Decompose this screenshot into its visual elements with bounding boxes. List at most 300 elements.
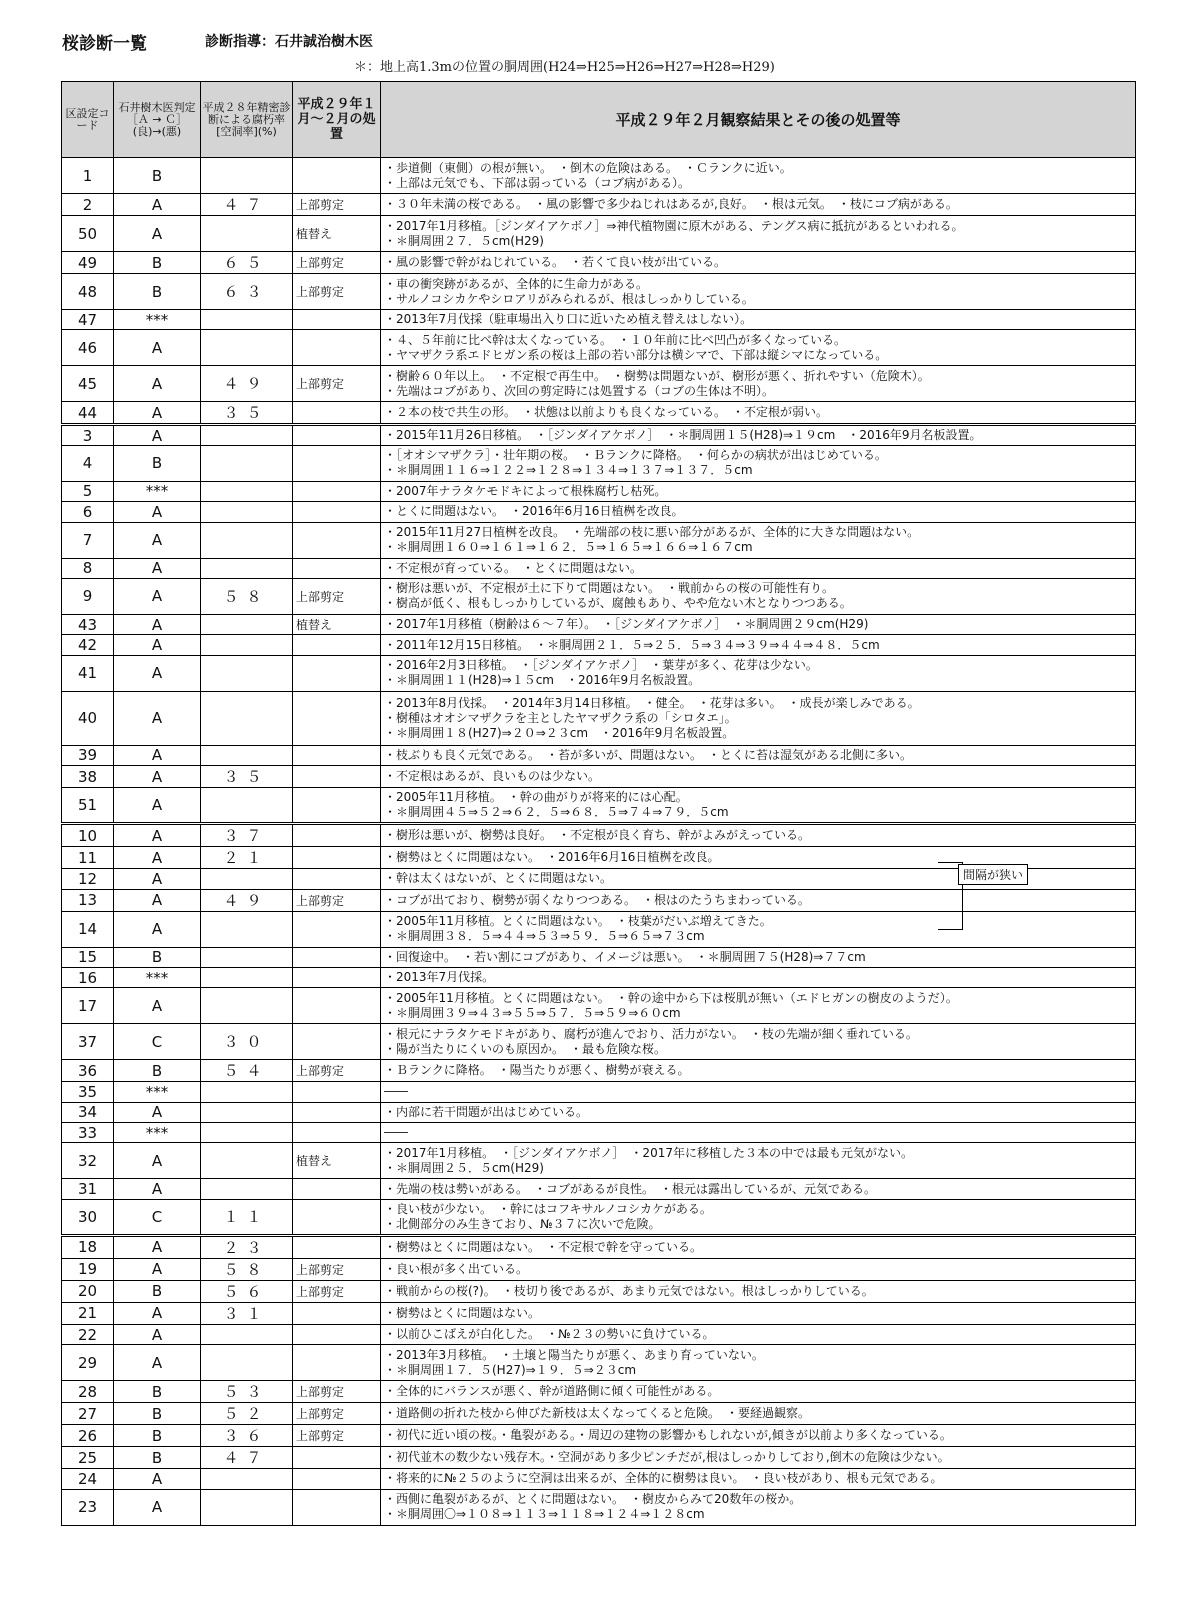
grade-cell: C bbox=[114, 1024, 201, 1060]
notes-cell bbox=[381, 988, 1136, 1024]
code-cell: 38 bbox=[62, 766, 114, 788]
notes-cell bbox=[381, 1345, 1136, 1381]
action-cell bbox=[293, 824, 381, 847]
code-cell: 37 bbox=[62, 1024, 114, 1060]
table-row bbox=[62, 1489, 1136, 1525]
note-line: ・2017年1月移植。［ジンダイアケボノ］⇒神代植物園に原木がある、テングス病に抵抗があるといわれる。 bbox=[384, 218, 964, 233]
table-row bbox=[62, 578, 1136, 614]
code-cell: 41 bbox=[62, 655, 114, 691]
action-cell bbox=[293, 988, 381, 1024]
table-row bbox=[62, 691, 1136, 745]
action-cell: 上部剪定 bbox=[293, 194, 381, 216]
decay-cell: ５６ bbox=[201, 1280, 293, 1302]
grade-cell: *** bbox=[114, 481, 201, 501]
grade-cell: A bbox=[114, 1345, 201, 1381]
code-cell: 8 bbox=[62, 558, 114, 578]
note-line: ・2013年7月伐採。 bbox=[384, 970, 495, 985]
note-line: ・全体的にバランスが悪く、幹が道路側に傾く可能性がある。 bbox=[384, 1384, 720, 1399]
action-cell bbox=[293, 635, 381, 655]
decay-cell bbox=[201, 445, 293, 481]
code-cell: 45 bbox=[62, 366, 114, 402]
note-line: ・不定根が育っている。 ・とくに問題はない。 bbox=[384, 560, 643, 575]
decay-cell bbox=[201, 988, 293, 1024]
decay-cell bbox=[201, 1469, 293, 1489]
code-cell: 23 bbox=[62, 1489, 114, 1525]
decay-cell bbox=[201, 614, 293, 634]
decay-cell bbox=[201, 1324, 293, 1344]
grade-cell: *** bbox=[114, 310, 201, 330]
decay-cell: ５３ bbox=[201, 1381, 293, 1403]
decay-cell bbox=[201, 745, 293, 765]
grade-cell: A bbox=[114, 635, 201, 655]
notes-cell bbox=[381, 766, 1136, 788]
decay-cell bbox=[201, 522, 293, 558]
note-line: ・樹種はオオシマザクラを主としたヤマザクラ系の「シロタエ」。 bbox=[384, 710, 737, 725]
action-cell bbox=[293, 402, 381, 425]
action-cell bbox=[293, 522, 381, 558]
note-line: ・樹勢はとくに問題はない。 ・2016年6月16日植桝を改良。 bbox=[384, 850, 720, 865]
grade-cell: A bbox=[114, 788, 201, 824]
code-cell: 25 bbox=[62, 1447, 114, 1469]
note-line: ・＊胴周囲２７．５cm(H29) bbox=[384, 233, 544, 248]
action-cell: 上部剪定 bbox=[293, 1258, 381, 1280]
note-line: ・2015年11月26日移植。 ・［ジンダイアケボノ］ ・＊胴周囲１５(H28)⇒１９cm ・2016年9月名板設置。 bbox=[384, 428, 982, 443]
grade-cell: A bbox=[114, 869, 201, 889]
decay-cell bbox=[201, 1489, 293, 1525]
note-line: ・2005年11月移植。とくに問題はない。 ・幹の途中から下は桜肌が無い（エドヒガンの樹皮のようだ）。 bbox=[384, 990, 958, 1005]
grade-cell: A bbox=[114, 1235, 201, 1258]
code-cell: 29 bbox=[62, 1345, 114, 1381]
col-notes-header: 平成２９年２月観察結果とその後の処置等 bbox=[381, 82, 1136, 158]
note-line: ・先端の枝は勢いがある。 ・コブがあるが良性。 ・根元は露出しているが、元気である。 bbox=[384, 1181, 877, 1196]
decay-cell bbox=[201, 502, 293, 522]
notes-cell bbox=[381, 1447, 1136, 1469]
table-row bbox=[62, 481, 1136, 501]
note-line: ・2013年7月伐採（駐車場出入り口に近いため植え替えはしない）。 bbox=[384, 312, 753, 327]
col-grade-header: 石井樹木医判定［Ａ → Ｃ］(良)→(悪) bbox=[114, 82, 201, 158]
grade-cell: A bbox=[114, 1302, 201, 1324]
grade-cell: A bbox=[114, 745, 201, 765]
grade-cell: C bbox=[114, 1199, 201, 1235]
note-line: ・コブが出ており、樹勢が弱くなりつつある。 ・根はのたうちまわっている。 bbox=[384, 892, 810, 907]
grade-cell: A bbox=[114, 1489, 201, 1525]
note-line: ・良い枝が少ない。 ・幹にはコフキサルノコシカケがある。 bbox=[384, 1201, 712, 1216]
action-cell bbox=[293, 330, 381, 366]
table-row bbox=[62, 1102, 1136, 1122]
note-line: ・内部に若干問題が出はじめている。 bbox=[384, 1104, 589, 1119]
code-cell: 20 bbox=[62, 1280, 114, 1302]
table-row bbox=[62, 330, 1136, 366]
note-line: ・2017年1月移植（樹齢は６～７年）。 ・［ジンダイアケボノ］ ・＊胴周囲２９cm(H29) bbox=[384, 617, 869, 632]
note-line: ・2005年11月移植。 ・幹の曲がりが将来的には心配。 bbox=[384, 790, 688, 805]
decay-cell bbox=[201, 869, 293, 889]
table-row bbox=[62, 1082, 1136, 1102]
action-cell bbox=[293, 947, 381, 967]
code-cell: 26 bbox=[62, 1425, 114, 1447]
decay-cell bbox=[201, 691, 293, 745]
action-cell: 上部剪定 bbox=[293, 1403, 381, 1425]
note-line: ・以前ひこばえが白化した。 ・№２３の勢いに負けている。 bbox=[384, 1327, 715, 1342]
note-line: ・2013年8月伐採。 ・2014年3月14日移植。 ・健全。 ・花芽は多い。 ・成長が楽しみである。 bbox=[384, 695, 920, 710]
table-row bbox=[62, 310, 1136, 330]
decay-cell bbox=[201, 1082, 293, 1102]
notes-cell bbox=[381, 1123, 1136, 1143]
action-cell bbox=[293, 502, 381, 522]
action-cell: 上部剪定 bbox=[293, 1425, 381, 1447]
decay-cell: ３０ bbox=[201, 1024, 293, 1060]
note-line: ・樹形は悪いが、不定根が土に下りて問題はない。 ・戦前からの桜の可能性有り。 bbox=[384, 581, 835, 596]
decay-cell bbox=[201, 1345, 293, 1381]
notes-cell bbox=[381, 578, 1136, 614]
table-row bbox=[62, 1302, 1136, 1324]
decay-cell bbox=[201, 216, 293, 252]
grade-cell: A bbox=[114, 824, 201, 847]
action-cell bbox=[293, 158, 381, 194]
table-row bbox=[62, 1345, 1136, 1381]
notes-cell bbox=[381, 614, 1136, 634]
action-cell bbox=[293, 911, 381, 947]
code-cell: 33 bbox=[62, 1123, 114, 1143]
action-cell bbox=[293, 745, 381, 765]
table-row bbox=[62, 366, 1136, 402]
notes-cell bbox=[381, 889, 1136, 911]
decay-cell: ３５ bbox=[201, 402, 293, 425]
note-line: ・道路側の折れた枝から伸びた新枝は太くなってくると危険。 ・要経過観察。 bbox=[384, 1406, 811, 1421]
note-line: ・＊胴周囲２５．５cm(H29) bbox=[384, 1160, 544, 1175]
table-row bbox=[62, 522, 1136, 558]
note-line: ・歩道側（東側）の根が無い。 ・倒木の危険はある。 ・Ｃランクに近い。 bbox=[384, 160, 792, 175]
action-cell bbox=[293, 1123, 381, 1143]
table-row bbox=[62, 911, 1136, 947]
note-line: ・樹勢はとくに問題はない。 bbox=[384, 1305, 541, 1320]
decay-cell: ２３ bbox=[201, 1235, 293, 1258]
table-row bbox=[62, 1258, 1136, 1280]
table-row bbox=[62, 274, 1136, 310]
grade-cell: A bbox=[114, 402, 201, 425]
code-cell: 48 bbox=[62, 274, 114, 310]
code-cell: 47 bbox=[62, 310, 114, 330]
action-cell: 上部剪定 bbox=[293, 1280, 381, 1302]
note-line: ・＊胴周囲４５⇒５２⇒６２．５⇒６８．５⇒７４⇒７９．５cm bbox=[384, 805, 729, 820]
grade-cell: A bbox=[114, 216, 201, 252]
decay-cell: ４９ bbox=[201, 889, 293, 911]
table-row bbox=[62, 1425, 1136, 1447]
table-row bbox=[62, 967, 1136, 987]
notes-cell bbox=[381, 655, 1136, 691]
code-cell: 9 bbox=[62, 578, 114, 614]
grade-cell: A bbox=[114, 502, 201, 522]
note-line: ・2011年12月15日移植。 ・＊胴周囲２１．５⇒２５．５⇒３４⇒３９⇒４４⇒４８．５cm bbox=[384, 637, 880, 652]
decay-cell: ３７ bbox=[201, 824, 293, 847]
grade-cell: A bbox=[114, 847, 201, 869]
grade-cell: B bbox=[114, 445, 201, 481]
note-line: ・車の衝突跡があるが、全体的に生命力がある。 bbox=[384, 276, 649, 291]
notes-cell bbox=[381, 1102, 1136, 1122]
note-line: ・2016年2月3日移植。 ・［ジンダイアケボノ］ ・葉芽が多く、花芽は少ない。 bbox=[384, 658, 818, 673]
code-cell: 40 bbox=[62, 691, 114, 745]
grade-cell: A bbox=[114, 655, 201, 691]
notes-cell bbox=[381, 1302, 1136, 1324]
note-line: ・［オオシマザクラ］・壮年期の桜。 ・Ｂランクに降格。 ・何らかの病状が出はじめている。 bbox=[384, 448, 887, 463]
table-row bbox=[62, 158, 1136, 194]
grade-cell: B bbox=[114, 1280, 201, 1302]
code-cell: 4 bbox=[62, 445, 114, 481]
table-row bbox=[62, 824, 1136, 847]
girth-note: ＊：地上高1.3mの位置の胴周囲(H24⇒H25⇒H26⇒H27⇒H28⇒H29) bbox=[354, 60, 775, 75]
note-line: ・＊胴周囲１８(H27)⇒２０⇒２３cm ・2016年9月名板設置。 bbox=[384, 725, 735, 740]
action-cell bbox=[293, 1102, 381, 1122]
decay-cell: ３６ bbox=[201, 1425, 293, 1447]
notes-cell bbox=[381, 216, 1136, 252]
action-cell bbox=[293, 1179, 381, 1199]
action-cell bbox=[293, 1324, 381, 1344]
note-line: ・＊胴周囲１６０⇒１６１⇒１６２．５⇒１６５⇒１６６⇒１６７cm bbox=[384, 540, 753, 555]
grade-cell: B bbox=[114, 1447, 201, 1469]
grade-cell: B bbox=[114, 158, 201, 194]
action-cell bbox=[293, 481, 381, 501]
code-cell: 24 bbox=[62, 1469, 114, 1489]
decay-cell: １１ bbox=[201, 1199, 293, 1235]
note-line: ・2017年1月移植。 ・［ジンダイアケボノ］ ・2017年に移植した３本の中では最も元気がない。 bbox=[384, 1145, 913, 1160]
action-cell bbox=[293, 425, 381, 445]
note-line: ・＊胴周囲１１６⇒１２２⇒１２８⇒１３４⇒１３７⇒１３７．５cm bbox=[384, 463, 753, 478]
table-row bbox=[62, 502, 1136, 522]
note-line: ・幹は太くはないが、とくに問題はない。 bbox=[384, 871, 613, 886]
action-cell bbox=[293, 445, 381, 481]
decay-cell: ３５ bbox=[201, 766, 293, 788]
note-line: ・陽が当たりにくいのも原因か。 ・最も危険な桜。 bbox=[384, 1041, 667, 1056]
grade-cell: B bbox=[114, 1403, 201, 1425]
note-line: ―― bbox=[384, 1125, 408, 1140]
decay-cell bbox=[201, 947, 293, 967]
action-cell bbox=[293, 1447, 381, 1469]
action-cell bbox=[293, 1469, 381, 1489]
note-line: ・枝ぶりも良く元気である。 ・苔が多いが、問題はない。 ・とくに苔は湿気がある北側に多い。 bbox=[384, 747, 913, 762]
decay-cell bbox=[201, 635, 293, 655]
code-cell: 30 bbox=[62, 1199, 114, 1235]
notes-cell bbox=[381, 947, 1136, 967]
action-cell bbox=[293, 1082, 381, 1102]
decay-cell bbox=[201, 330, 293, 366]
table-row bbox=[62, 1060, 1136, 1082]
col-action-header: 平成２９年１月～２月の処置 bbox=[293, 82, 381, 158]
code-cell: 12 bbox=[62, 869, 114, 889]
sakura-table bbox=[61, 81, 1136, 1526]
grade-cell: A bbox=[114, 988, 201, 1024]
note-line: ・サルノコシカケやシロアリがみられるが、根はしっかりしている。 bbox=[384, 291, 754, 306]
note-line: ・初代並木の数少ない残存木。・空洞があり多少ピンチだが,根はしっかりしており,倒木の危険は少ない。 bbox=[384, 1450, 950, 1465]
decay-cell: ６３ bbox=[201, 274, 293, 310]
table-row bbox=[62, 889, 1136, 911]
grade-cell: A bbox=[114, 614, 201, 634]
table-row bbox=[62, 445, 1136, 481]
note-line: ・＊胴周囲〇⇒１０８⇒１１３⇒１１８⇒１２４⇒１２８cm bbox=[384, 1507, 705, 1522]
note-line: ・将来的に№２５のように空洞は出来るが、全体的に樹勢は良い。 ・良い枝があり、根も元気である。 bbox=[384, 1471, 943, 1486]
table-row bbox=[62, 1143, 1136, 1179]
note-line: ・とくに問題はない。 ・2016年6月16日植桝を改良。 bbox=[384, 504, 684, 519]
note-line: ・樹高が低く、根もしっかりしているが、腐蝕もあり、やや危ない木となりつつある。 bbox=[384, 596, 852, 611]
note-line: ・風の影響で幹がねじれている。 ・若くて良い枝が出ている。 bbox=[384, 255, 727, 269]
code-cell: 16 bbox=[62, 967, 114, 987]
grade-cell: A bbox=[114, 1102, 201, 1122]
table-row bbox=[62, 1235, 1136, 1258]
note-line: ・2013年3月移植。 ・土壌と陽当たりが悪く、あまり育っていない。 bbox=[384, 1347, 764, 1362]
code-cell: 10 bbox=[62, 824, 114, 847]
notes-cell bbox=[381, 330, 1136, 366]
grade-cell: A bbox=[114, 889, 201, 911]
action-cell: 植替え bbox=[293, 1143, 381, 1179]
table-row bbox=[62, 1123, 1136, 1143]
note-line: ・北側部分のみ生きており、№３７に次いで危険。 bbox=[384, 1216, 661, 1231]
grade-cell: B bbox=[114, 1381, 201, 1403]
notes-cell bbox=[381, 1469, 1136, 1489]
code-cell: 31 bbox=[62, 1179, 114, 1199]
decay-cell bbox=[201, 558, 293, 578]
table-row bbox=[62, 1024, 1136, 1060]
code-cell: 11 bbox=[62, 847, 114, 869]
table-row bbox=[62, 1199, 1136, 1235]
code-cell: 14 bbox=[62, 911, 114, 947]
notes-cell bbox=[381, 1258, 1136, 1280]
code-cell: 1 bbox=[62, 158, 114, 194]
code-cell: 51 bbox=[62, 788, 114, 824]
grade-cell: A bbox=[114, 366, 201, 402]
action-cell: 上部剪定 bbox=[293, 252, 381, 274]
code-cell: 13 bbox=[62, 889, 114, 911]
grade-cell: A bbox=[114, 1469, 201, 1489]
code-cell: 34 bbox=[62, 1102, 114, 1122]
code-cell: 17 bbox=[62, 988, 114, 1024]
note-line: ・Ｂランクに降格。 ・陽当たりが悪く、樹勢が衰える。 bbox=[384, 1063, 690, 1078]
table-row bbox=[62, 988, 1136, 1024]
code-cell: 19 bbox=[62, 1258, 114, 1280]
action-cell: 植替え bbox=[293, 614, 381, 634]
decay-cell: ４７ bbox=[201, 194, 293, 216]
note-line: ・不定根はあるが、良いものは少ない。 bbox=[384, 769, 601, 784]
notes-cell bbox=[381, 366, 1136, 402]
code-cell: 18 bbox=[62, 1235, 114, 1258]
code-cell: 22 bbox=[62, 1324, 114, 1344]
grade-cell: *** bbox=[114, 1082, 201, 1102]
note-line: ・2015年11月27日植桝を改良。 ・先端部の枝に悪い部分があるが、全体的に大きな問題はない。 bbox=[384, 525, 920, 540]
note-line: ・良い根が多く出ている。 bbox=[384, 1261, 529, 1276]
notes-cell bbox=[381, 425, 1136, 445]
note-line: ・２本の枝で共生の形。 ・状態は以前よりも良くなっている。 ・不定根が弱い。 bbox=[384, 405, 829, 420]
code-cell: 43 bbox=[62, 614, 114, 634]
table-row bbox=[62, 788, 1136, 824]
code-cell: 32 bbox=[62, 1143, 114, 1179]
table-row bbox=[62, 745, 1136, 765]
decay-cell bbox=[201, 1102, 293, 1122]
decay-cell: ５８ bbox=[201, 1258, 293, 1280]
gap-label: 間隔が狭い bbox=[958, 864, 1028, 885]
table-row bbox=[62, 1469, 1136, 1489]
notes-cell bbox=[381, 788, 1136, 824]
grade-cell: A bbox=[114, 766, 201, 788]
decay-cell bbox=[201, 481, 293, 501]
note-line: ・３０年未満の桜である。 ・風の影響で多少ねじれはあるが,良好。 ・根は元気。 ・枝にコブ病がある。 bbox=[384, 197, 958, 211]
decay-cell: ４９ bbox=[201, 366, 293, 402]
notes-cell bbox=[381, 911, 1136, 947]
notes-cell bbox=[381, 1179, 1136, 1199]
grade-cell: A bbox=[114, 1179, 201, 1199]
notes-cell bbox=[381, 1425, 1136, 1447]
notes-cell bbox=[381, 502, 1136, 522]
note-line: ・＊胴周囲３９⇒４３⇒５５⇒５７．５⇒５９⇒６０cm bbox=[384, 1005, 681, 1020]
table-row bbox=[62, 635, 1136, 655]
action-cell: 上部剪定 bbox=[293, 366, 381, 402]
notes-cell bbox=[381, 481, 1136, 501]
table-row bbox=[62, 1324, 1136, 1344]
action-cell bbox=[293, 1199, 381, 1235]
note-line: ・2005年11月移植。とくに問題はない。 ・枝葉がだいぶ増えてきた。 bbox=[384, 914, 772, 929]
table-row bbox=[62, 655, 1136, 691]
grade-cell: A bbox=[114, 1143, 201, 1179]
notes-cell bbox=[381, 522, 1136, 558]
code-cell: 6 bbox=[62, 502, 114, 522]
action-cell bbox=[293, 967, 381, 987]
note-line: ・樹齢６０年以上。 ・不定根で再生中。 ・樹勢は問題ないが、樹形が悪く、折れやすい（危険木）。 bbox=[384, 368, 930, 383]
notes-cell bbox=[381, 1024, 1136, 1060]
table-row bbox=[62, 425, 1136, 445]
action-cell bbox=[293, 691, 381, 745]
code-cell: 39 bbox=[62, 745, 114, 765]
notes-cell bbox=[381, 158, 1136, 194]
grade-cell: B bbox=[114, 1060, 201, 1082]
table-row bbox=[62, 402, 1136, 425]
table-row bbox=[62, 558, 1136, 578]
grade-cell: A bbox=[114, 194, 201, 216]
code-cell: 42 bbox=[62, 635, 114, 655]
page-title: 桜診断一覧 bbox=[62, 34, 147, 54]
decay-cell bbox=[201, 788, 293, 824]
decay-cell: ２１ bbox=[201, 847, 293, 869]
decay-cell: ５２ bbox=[201, 1403, 293, 1425]
notes-cell bbox=[381, 252, 1136, 274]
notes-cell bbox=[381, 558, 1136, 578]
action-cell bbox=[293, 558, 381, 578]
action-cell bbox=[293, 1489, 381, 1525]
grade-cell: A bbox=[114, 425, 201, 445]
table-row bbox=[62, 194, 1136, 216]
decay-cell bbox=[201, 158, 293, 194]
code-cell: 46 bbox=[62, 330, 114, 366]
decay-cell bbox=[201, 1123, 293, 1143]
decay-cell bbox=[201, 310, 293, 330]
note-line: ―― bbox=[384, 1084, 408, 1099]
decay-cell: ６５ bbox=[201, 252, 293, 274]
action-cell bbox=[293, 310, 381, 330]
col-code-header: 区設定コード bbox=[62, 82, 114, 158]
grade-cell: B bbox=[114, 252, 201, 274]
grade-cell: A bbox=[114, 558, 201, 578]
action-cell bbox=[293, 655, 381, 691]
grade-cell: A bbox=[114, 330, 201, 366]
notes-cell bbox=[381, 1060, 1136, 1082]
notes-cell bbox=[381, 1235, 1136, 1258]
table-row bbox=[62, 766, 1136, 788]
action-cell bbox=[293, 766, 381, 788]
decay-cell bbox=[201, 967, 293, 987]
grade-cell: B bbox=[114, 1425, 201, 1447]
code-cell: 15 bbox=[62, 947, 114, 967]
notes-cell bbox=[381, 635, 1136, 655]
grade-cell: B bbox=[114, 274, 201, 310]
notes-cell bbox=[381, 1381, 1136, 1403]
decay-cell: ５４ bbox=[201, 1060, 293, 1082]
table-row bbox=[62, 1403, 1136, 1425]
note-line: ・＊胴周囲３８．５⇒４４⇒５３⇒５９．５⇒６５⇒７３cm bbox=[384, 929, 705, 944]
